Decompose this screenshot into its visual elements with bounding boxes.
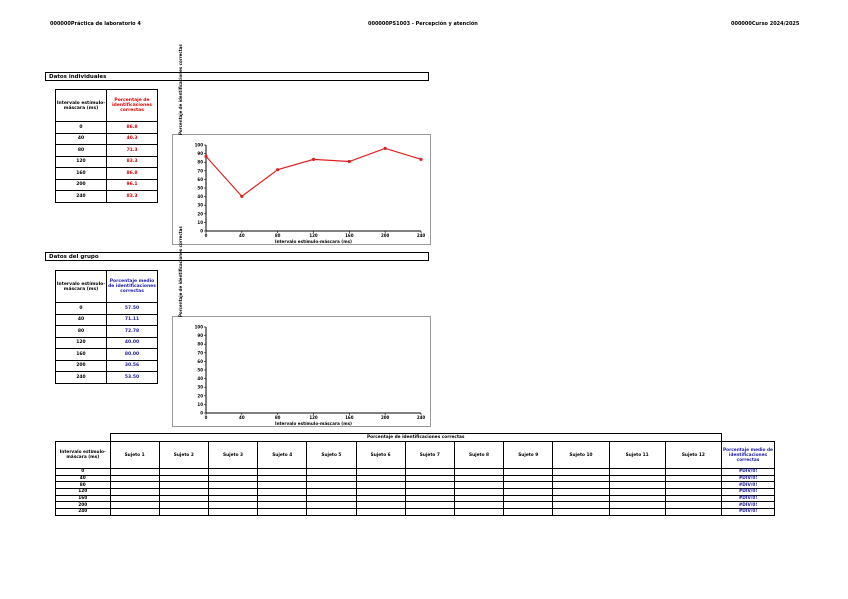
subjects-row bbox=[56, 495, 775, 502]
individual-row bbox=[56, 145, 158, 157]
individual-chart-data-point bbox=[384, 147, 387, 150]
individual-interval-cell: 80 bbox=[56, 145, 107, 157]
subjects-interval-cell: 200 bbox=[56, 502, 111, 509]
subject-value-cell[interactable] bbox=[307, 502, 356, 509]
subject-value-cell[interactable] bbox=[665, 482, 721, 489]
individual-chart-ylabel-outer: Porcentaje de identificaciones correctas bbox=[178, 44, 183, 135]
subject-value-cell[interactable] bbox=[258, 469, 307, 476]
group-row bbox=[56, 314, 158, 326]
individual-chart-data-point bbox=[240, 195, 243, 198]
subjects-mean-cell: #DIV/0! bbox=[722, 469, 775, 476]
group-value-cell: 53.50 bbox=[107, 372, 158, 384]
subjects-table bbox=[55, 433, 775, 516]
subject-value-cell[interactable] bbox=[454, 502, 503, 509]
subject-value-cell[interactable] bbox=[504, 469, 553, 476]
subject-value-cell[interactable] bbox=[553, 509, 609, 516]
subject-col-header: Sujeto 8 bbox=[454, 442, 503, 469]
group-chart-x-tick-label: 0 bbox=[204, 415, 208, 420]
group-interval-cell: 40 bbox=[56, 314, 107, 326]
subject-value-cell[interactable] bbox=[504, 495, 553, 502]
group-chart-y-tick-label: 80 bbox=[197, 341, 203, 347]
subjects-mean-cell: #DIV/0! bbox=[722, 482, 775, 489]
individual-interval-cell: 240 bbox=[56, 191, 107, 203]
individual-chart-y-tick-label: 80 bbox=[197, 159, 203, 165]
subject-value-cell[interactable] bbox=[405, 469, 454, 476]
individual-chart-y-tick-label: 50 bbox=[197, 185, 203, 191]
individual-chart-x-tick-label: 160 bbox=[345, 233, 354, 238]
group-interval-cell: 80 bbox=[56, 326, 107, 338]
individual-value-cell: 86.8 bbox=[107, 122, 158, 134]
group-chart-x-tick-label: 40 bbox=[239, 415, 245, 420]
subjects-row bbox=[56, 469, 775, 476]
blank-corner-right bbox=[722, 434, 775, 442]
subject-col-header: Sujeto 3 bbox=[208, 442, 257, 469]
subjects-mean-cell: #DIV/0! bbox=[722, 489, 775, 496]
group-value-cell: 72.78 bbox=[107, 326, 158, 338]
individual-chart-data-point bbox=[204, 155, 207, 158]
individual-value-cell: 40.3 bbox=[107, 133, 158, 145]
individual-chart-data-point bbox=[312, 158, 315, 161]
individual-table bbox=[55, 89, 158, 203]
subject-value-cell[interactable] bbox=[609, 509, 665, 516]
subject-value-cell[interactable] bbox=[356, 509, 405, 516]
individual-chart-data-point bbox=[348, 160, 351, 163]
subjects-title: Porcentaje de identificaciones correctas bbox=[110, 434, 722, 442]
individual-chart-y-tick-label: 0 bbox=[200, 228, 203, 234]
subject-value-cell[interactable] bbox=[609, 475, 665, 482]
subject-value-cell[interactable] bbox=[159, 489, 208, 496]
individual-row bbox=[56, 179, 158, 191]
group-chart-y-tick-label: 90 bbox=[197, 333, 203, 339]
subject-value-cell[interactable] bbox=[110, 469, 159, 476]
group-value-cell: 30.56 bbox=[107, 360, 158, 372]
subjects-mean-header: Porcentaje medio de identificaciones correctas bbox=[722, 442, 775, 469]
individual-chart bbox=[173, 135, 430, 244]
subjects-row bbox=[56, 509, 775, 516]
subject-value-cell[interactable] bbox=[208, 469, 257, 476]
subject-value-cell[interactable] bbox=[307, 482, 356, 489]
subject-value-cell[interactable] bbox=[258, 482, 307, 489]
individual-interval-cell: 0 bbox=[56, 122, 107, 134]
individual-value-cell: 71.3 bbox=[107, 145, 158, 157]
header-right: 000000Curso 2024/2025 bbox=[731, 21, 800, 27]
individual-chart-x-tick-label: 200 bbox=[380, 233, 390, 238]
group-value-cell: 80.00 bbox=[107, 349, 158, 361]
individual-col1-header: Intervalo estímulo-máscara (ms) bbox=[56, 90, 107, 122]
subject-value-cell[interactable] bbox=[609, 502, 665, 509]
group-interval-cell: 200 bbox=[56, 360, 107, 372]
subject-value-cell[interactable] bbox=[405, 475, 454, 482]
subjects-mean-cell: #DIV/0! bbox=[722, 509, 775, 516]
group-row bbox=[56, 326, 158, 338]
group-row bbox=[56, 349, 158, 361]
header-center: 000000PS1003 - Percepción y atención bbox=[368, 21, 478, 27]
subject-value-cell[interactable] bbox=[609, 489, 665, 496]
subject-value-cell[interactable] bbox=[258, 495, 307, 502]
group-interval-cell: 160 bbox=[56, 349, 107, 361]
group-chart-y-tick-label: 0 bbox=[200, 410, 203, 416]
subject-value-cell[interactable] bbox=[504, 475, 553, 482]
subject-value-cell[interactable] bbox=[159, 495, 208, 502]
group-row bbox=[56, 372, 158, 384]
subjects-row bbox=[56, 482, 775, 489]
subject-value-cell[interactable] bbox=[454, 489, 503, 496]
section-title-individual: Datos individuales bbox=[45, 72, 429, 81]
individual-row bbox=[56, 191, 158, 203]
subjects-mean-cell: #DIV/0! bbox=[722, 475, 775, 482]
subject-value-cell[interactable] bbox=[405, 482, 454, 489]
subject-value-cell[interactable] bbox=[504, 489, 553, 496]
subject-value-cell[interactable] bbox=[609, 495, 665, 502]
group-row bbox=[56, 360, 158, 372]
subject-col-header: Sujeto 1 bbox=[110, 442, 159, 469]
subjects-row bbox=[56, 489, 775, 496]
individual-chart-x-tick-label: 240 bbox=[416, 233, 426, 238]
individual-chart-x-label: Intervalo estímulo-máscara (ms) bbox=[275, 239, 352, 244]
subjects-interval-cell: 0 bbox=[56, 469, 111, 476]
subject-value-cell[interactable] bbox=[609, 482, 665, 489]
subject-value-cell[interactable] bbox=[356, 495, 405, 502]
subject-value-cell[interactable] bbox=[454, 482, 503, 489]
subject-col-header: Sujeto 12 bbox=[665, 442, 721, 469]
group-interval-cell: 240 bbox=[56, 372, 107, 384]
individual-row bbox=[56, 168, 158, 180]
section-title-group: Datos del grupo bbox=[45, 252, 429, 261]
subject-value-cell[interactable] bbox=[159, 482, 208, 489]
subject-value-cell[interactable] bbox=[405, 502, 454, 509]
subject-col-header: Sujeto 10 bbox=[553, 442, 609, 469]
individual-chart-y-tick-label: 100 bbox=[194, 142, 203, 148]
individual-chart-y-tick-label: 30 bbox=[197, 202, 203, 208]
subject-value-cell[interactable] bbox=[454, 509, 503, 516]
individual-value-cell: 96.1 bbox=[107, 179, 158, 191]
group-col1-header: Intervalo estímulo-máscara (ms) bbox=[56, 271, 107, 303]
group-chart-ylabel-outer: Porcentaje de identificaciones correctas bbox=[178, 226, 183, 317]
group-col2-header: Porcentaje medio de identificaciones correctas bbox=[107, 271, 158, 303]
subject-value-cell[interactable] bbox=[208, 475, 257, 482]
group-chart-y-tick-label: 20 bbox=[197, 393, 203, 399]
subject-value-cell[interactable] bbox=[208, 495, 257, 502]
individual-chart-series-line bbox=[206, 148, 421, 196]
subject-value-cell[interactable] bbox=[208, 489, 257, 496]
subjects-interval-cell: 40 bbox=[56, 475, 111, 482]
individual-interval-cell: 40 bbox=[56, 133, 107, 145]
individual-value-cell: 83.3 bbox=[107, 191, 158, 203]
subject-value-cell[interactable] bbox=[110, 482, 159, 489]
subject-value-cell[interactable] bbox=[665, 509, 721, 516]
subjects-interval-cell: 120 bbox=[56, 489, 111, 496]
subject-value-cell[interactable] bbox=[553, 469, 609, 476]
individual-row bbox=[56, 122, 158, 134]
subject-value-cell[interactable] bbox=[356, 502, 405, 509]
group-chart-x-tick-label: 80 bbox=[274, 415, 281, 420]
subject-value-cell[interactable] bbox=[665, 469, 721, 476]
individual-chart-y-tick-label: 20 bbox=[197, 211, 203, 217]
individual-interval-cell: 120 bbox=[56, 156, 107, 168]
individual-chart-y-tick-label: 40 bbox=[197, 194, 203, 200]
subject-value-cell[interactable] bbox=[553, 495, 609, 502]
subject-value-cell[interactable] bbox=[258, 475, 307, 482]
subject-value-cell[interactable] bbox=[208, 509, 257, 516]
group-chart-y-tick-label: 100 bbox=[194, 324, 203, 330]
individual-chart-x-tick-label: 120 bbox=[309, 233, 318, 238]
group-chart-box bbox=[172, 316, 431, 427]
header-left: 000000Práctica de laboratorio 4 bbox=[50, 21, 141, 27]
subject-col-header: Sujeto 4 bbox=[258, 442, 307, 469]
subjects-row bbox=[56, 475, 775, 482]
group-chart bbox=[173, 317, 430, 426]
subject-value-cell[interactable] bbox=[307, 495, 356, 502]
individual-chart-x-tick-label: 40 bbox=[239, 233, 245, 238]
group-chart-y-tick-label: 30 bbox=[197, 384, 203, 390]
subject-value-cell[interactable] bbox=[258, 502, 307, 509]
group-value-cell: 40.00 bbox=[107, 337, 158, 349]
subject-value-cell[interactable] bbox=[504, 502, 553, 509]
individual-chart-x-tick-label: 0 bbox=[204, 233, 208, 238]
subject-value-cell[interactable] bbox=[159, 509, 208, 516]
group-row bbox=[56, 337, 158, 349]
subjects-mean-cell: #DIV/0! bbox=[722, 502, 775, 509]
individual-chart-y-tick-label: 90 bbox=[197, 151, 203, 157]
individual-chart-box bbox=[172, 134, 431, 245]
subject-value-cell[interactable] bbox=[307, 489, 356, 496]
subject-value-cell[interactable] bbox=[665, 502, 721, 509]
individual-interval-cell: 200 bbox=[56, 179, 107, 191]
individual-chart-x-tick-label: 80 bbox=[274, 233, 281, 238]
subject-value-cell[interactable] bbox=[504, 509, 553, 516]
subject-value-cell[interactable] bbox=[553, 475, 609, 482]
individual-col2-header: Porcentaje de identificaciones correctas bbox=[107, 90, 158, 122]
individual-value-cell: 86.8 bbox=[107, 168, 158, 180]
group-value-cell: 57.50 bbox=[107, 303, 158, 315]
subject-value-cell[interactable] bbox=[110, 495, 159, 502]
individual-chart-data-point bbox=[419, 158, 422, 161]
group-chart-y-tick-label: 70 bbox=[197, 350, 203, 356]
subjects-interval-cell: 240 bbox=[56, 509, 111, 516]
subject-value-cell[interactable] bbox=[258, 489, 307, 496]
subject-value-cell[interactable] bbox=[110, 502, 159, 509]
subject-col-header: Sujeto 2 bbox=[159, 442, 208, 469]
group-row bbox=[56, 303, 158, 315]
subject-value-cell[interactable] bbox=[504, 482, 553, 489]
individual-chart-data-point bbox=[276, 168, 279, 171]
subject-value-cell[interactable] bbox=[553, 482, 609, 489]
subject-value-cell[interactable] bbox=[110, 489, 159, 496]
subjects-interval-cell: 160 bbox=[56, 495, 111, 502]
subject-value-cell[interactable] bbox=[307, 475, 356, 482]
subject-value-cell[interactable] bbox=[405, 495, 454, 502]
group-interval-cell: 0 bbox=[56, 303, 107, 315]
subject-value-cell[interactable] bbox=[159, 502, 208, 509]
subject-value-cell[interactable] bbox=[609, 469, 665, 476]
group-chart-y-tick-label: 60 bbox=[197, 358, 203, 364]
subject-value-cell[interactable] bbox=[159, 469, 208, 476]
subject-value-cell[interactable] bbox=[356, 489, 405, 496]
individual-row bbox=[56, 133, 158, 145]
group-value-cell: 71.11 bbox=[107, 314, 158, 326]
group-chart-x-label: Intervalo estímulo-máscara (ms) bbox=[275, 421, 352, 426]
subjects-row bbox=[56, 502, 775, 509]
subject-value-cell[interactable] bbox=[665, 475, 721, 482]
group-chart-y-tick-label: 10 bbox=[197, 401, 203, 407]
subject-value-cell[interactable] bbox=[454, 495, 503, 502]
subject-value-cell[interactable] bbox=[665, 495, 721, 502]
subject-col-header: Sujeto 5 bbox=[307, 442, 356, 469]
group-chart-x-tick-label: 240 bbox=[416, 415, 426, 420]
subject-value-cell[interactable] bbox=[665, 489, 721, 496]
group-chart-x-tick-label: 120 bbox=[309, 415, 318, 420]
subject-col-header: Sujeto 7 bbox=[405, 442, 454, 469]
individual-value-cell: 83.3 bbox=[107, 156, 158, 168]
subject-value-cell[interactable] bbox=[307, 469, 356, 476]
subject-value-cell[interactable] bbox=[110, 509, 159, 516]
subject-col-header: Sujeto 9 bbox=[504, 442, 553, 469]
group-interval-cell: 120 bbox=[56, 337, 107, 349]
individual-chart-y-tick-label: 10 bbox=[197, 219, 203, 225]
subject-value-cell[interactable] bbox=[454, 475, 503, 482]
group-chart-x-tick-label: 200 bbox=[380, 415, 390, 420]
subject-value-cell[interactable] bbox=[208, 502, 257, 509]
group-chart-y-tick-label: 40 bbox=[197, 376, 203, 382]
subject-value-cell[interactable] bbox=[258, 509, 307, 516]
group-chart-x-tick-label: 160 bbox=[345, 415, 354, 420]
subject-col-header: Sujeto 11 bbox=[609, 442, 665, 469]
subject-value-cell[interactable] bbox=[208, 482, 257, 489]
subjects-mean-cell: #DIV/0! bbox=[722, 495, 775, 502]
individual-chart-y-tick-label: 70 bbox=[197, 168, 203, 174]
blank-corner bbox=[56, 434, 111, 442]
subject-col-header: Sujeto 6 bbox=[356, 442, 405, 469]
subject-value-cell[interactable] bbox=[405, 509, 454, 516]
group-table bbox=[55, 270, 158, 384]
subject-value-cell[interactable] bbox=[110, 475, 159, 482]
subject-value-cell[interactable] bbox=[159, 475, 208, 482]
group-chart-y-tick-label: 50 bbox=[197, 367, 203, 373]
subjects-interval-cell: 80 bbox=[56, 482, 111, 489]
subject-value-cell[interactable] bbox=[307, 509, 356, 516]
subject-value-cell[interactable] bbox=[454, 469, 503, 476]
subject-value-cell[interactable] bbox=[356, 482, 405, 489]
subject-value-cell[interactable] bbox=[405, 489, 454, 496]
subject-value-cell[interactable] bbox=[553, 489, 609, 496]
individual-interval-cell: 160 bbox=[56, 168, 107, 180]
subject-value-cell[interactable] bbox=[553, 502, 609, 509]
subject-value-cell[interactable] bbox=[356, 475, 405, 482]
subjects-interval-header: Intervalo estímulo-máscara (ms) bbox=[56, 442, 111, 469]
individual-chart-y-tick-label: 60 bbox=[197, 176, 203, 182]
individual-row bbox=[56, 156, 158, 168]
subject-value-cell[interactable] bbox=[356, 469, 405, 476]
